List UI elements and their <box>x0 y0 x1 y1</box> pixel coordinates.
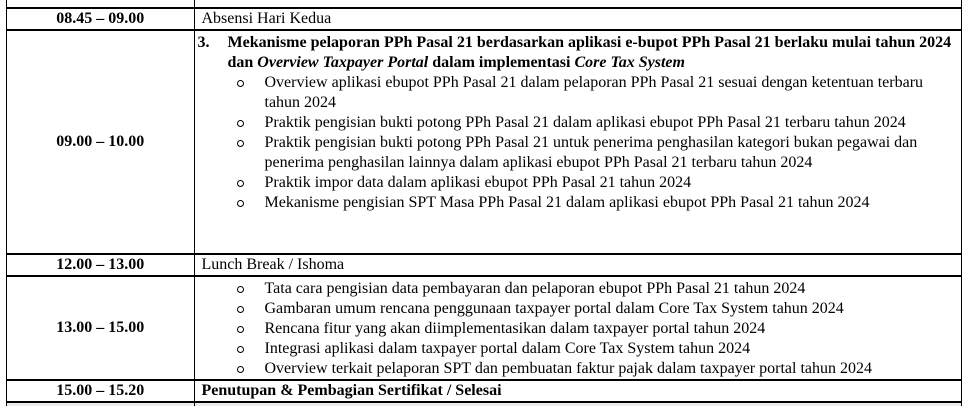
partial-row <box>7 401 961 406</box>
circle-bullet-icon <box>237 326 245 334</box>
agenda-text: Penutupan & Pembagian Sertifikat / Selesai <box>201 382 502 399</box>
bullet-item <box>202 359 958 379</box>
bullet-item <box>202 113 958 133</box>
bullet-item <box>202 279 958 299</box>
time-cell <box>7 381 195 401</box>
content-cell <box>195 9 962 29</box>
bullet-item <box>202 73 958 113</box>
bullet-text: Overview aplikasi ebupot PPh Pasal 21 dalam pelaporan PPh Pasal 21 sesuai dengan ketentuan terbaru tahun 2024 <box>264 74 924 111</box>
table-row <box>7 253 961 275</box>
bullet-list <box>202 277 958 379</box>
circle-bullet-icon <box>237 180 245 188</box>
agenda-item-number: 3. <box>197 34 210 51</box>
bullet-item <box>202 299 958 319</box>
time-cell <box>7 9 195 29</box>
bullet-text: Mekanisme pengisian SPT Masa PPh Pasal 21 dalam aplikasi ebupot PPh Pasal 21 tahun 2024 <box>264 194 870 211</box>
agenda-text: Lunch Break / Ishoma <box>201 256 345 273</box>
bullet-item <box>202 339 958 359</box>
bullet-text: Integrasi aplikasi dalam taxpayer portal dalam Core Tax System tahun 2024 <box>264 340 751 357</box>
circle-bullet-icon <box>237 120 245 128</box>
bullet-text: Praktik impor data dalam aplikasi ebupot PPh Pasal 21 tahun 2024 <box>264 174 692 191</box>
content-cell <box>195 381 962 401</box>
time-label: 08.45 – 09.00 <box>56 10 145 27</box>
bullet-item <box>202 173 958 193</box>
circle-bullet-icon <box>237 286 245 294</box>
time-cell <box>7 0 195 7</box>
content-cell <box>195 277 962 379</box>
bullet-text: Rencana fitur yang akan diimplementasikan dalam taxpayer portal tahun 2024 <box>264 320 766 337</box>
content-cell <box>195 31 962 253</box>
time-cell <box>7 277 195 379</box>
bullet-text: Overview terkait pelaporan SPT dan pembuatan faktur pajak dalam taxpayer portal tahun 2024 <box>264 360 872 377</box>
bullet-item <box>202 193 958 213</box>
bullet-item <box>202 133 958 173</box>
time-cell <box>7 255 195 275</box>
circle-bullet-icon <box>237 366 245 374</box>
time-label: 09.00 – 10.00 <box>56 133 145 150</box>
bullet-item <box>202 319 958 339</box>
bullet-text: Gambaran umum rencana penggunaan taxpayer portal dalam Core Tax System tahun 2024 <box>264 300 844 317</box>
circle-bullet-icon <box>237 140 245 148</box>
heading-segment: dalam implementasi <box>428 54 575 71</box>
heading-segment: Overview Taxpayer Portal <box>257 54 429 71</box>
partial-row <box>7 0 961 7</box>
bullet-list <box>202 73 958 213</box>
time-cell <box>7 31 195 253</box>
agenda-item-title <box>228 33 958 73</box>
agenda-text: Absensi Hari Kedua <box>201 10 332 27</box>
bullet-text: Tata cara pengisian data pembayaran dan pelaporan ebupot PPh Pasal 21 tahun 2024 <box>264 280 806 297</box>
time-label: 15.00 – 15.20 <box>56 382 145 399</box>
circle-bullet-icon <box>237 80 245 88</box>
circle-bullet-icon <box>237 200 245 208</box>
bullet-text: Praktik pengisian bukti potong PPh Pasal 21 dalam aplikasi ebupot PPh Pasal 21 terbaru tahun 2024 <box>264 114 906 131</box>
table-row <box>7 275 961 379</box>
bullet-text: Praktik pengisian bukti potong PPh Pasal 21 untuk penerima penghasilan kategori bukan pegawai dan penerima penghasilan lainnya dalam aplikasi ebupot PPh Pasal 21 terbaru tahun 2024 <box>264 134 918 171</box>
table-row <box>7 7 961 29</box>
table-row <box>7 379 961 401</box>
heading-segment: Core Tax System <box>574 54 685 71</box>
agenda-item-heading <box>197 31 958 73</box>
time-label: 12.00 – 13.00 <box>56 256 145 273</box>
circle-bullet-icon <box>237 346 245 354</box>
content-cell <box>195 255 962 275</box>
circle-bullet-icon <box>237 306 245 314</box>
table-row <box>7 29 961 253</box>
time-label: 13.00 – 15.00 <box>56 319 145 336</box>
content-cell <box>195 0 962 7</box>
schedule-table <box>6 0 962 406</box>
heading-segment: Mekanisme pelaporan PPh Pasal 21 berdasarkan aplikasi e-bupot PPh Pasal 21 berlaku mulai tahun 2024 dan <box>227 34 952 71</box>
